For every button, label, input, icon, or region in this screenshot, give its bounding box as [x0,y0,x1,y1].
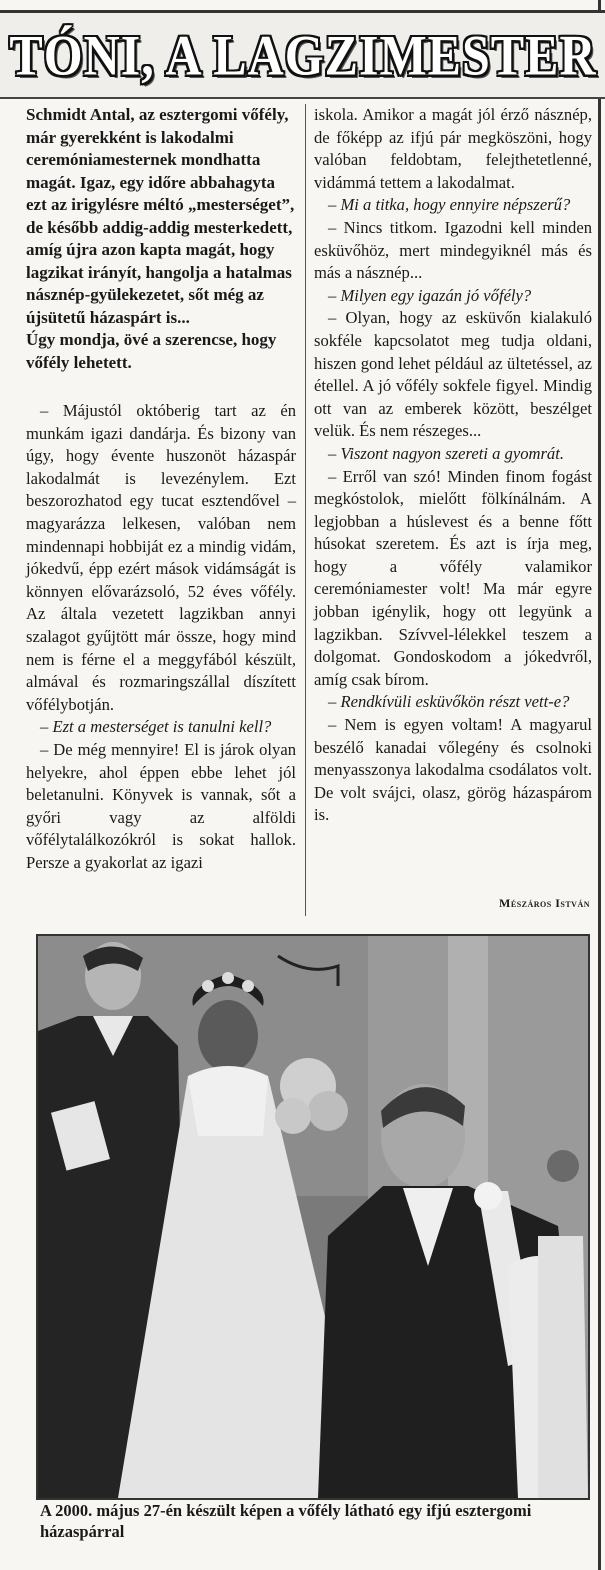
body-paragraph: – Nincs titkom. Igazodni kell minden esküvőhöz, mert mindegyiknél más és más a násznép... [314,217,592,283]
interview-question: – Rendkívüli esküvőkön részt vett-e? [328,692,570,712]
interview-question: – Viszont nagyon szereti a gyomrát. [328,443,564,463]
body-paragraph: – Erről van szó! Minden finom fogást megkóstolok, mielőtt fölkínálnám. A legjobban a húslevest és a benne főtt húsokat szeretem. És azt is írja meg, hogy a vőfély valamikor ceremóniamester volt! Ma már egyre jobban igénylik, hogy ott legyünk a lagzikban. Szívvel-lélekkel teszem a dolgomat. Gondoskodom a jókedvről, amíg csak bírom. [314,466,592,689]
left-column [26,104,296,874]
lead-paragraph: Schmidt Antal, az esztergomi vőfély, már gyerekként is lakodalmi ceremóniamesternek mondhatta magát. Igaz, egy időre abbahagyta ezt az irigylésre méltó „mesterséget”, de később addig-addig mesterkedett, amíg újra azon kapta magát, hogy lagzikat irányít, hangolja a hatalmas násznép-gyülekezetet, sőt még az újsütetű házaspárt is... [26,105,295,327]
body-paragraph: – Májustól októberig tart az én munkám igazi dandárja. És bizony van úgy, hogy évente huszonöt házaspár lakodalmát is levezénylem. Ezt beszorozhatod egy tucat esztendővel – magyarázza lelkesen, valóban nem mindennapi hobbiját ez a mindig vidám, jókedvű, épp ezért mások vidámságát is könnyen elővarázsoló, 52 éves vőfély. Az általa vezetett lagzikban annyi szalagot gyűjtött már össze, hogy mind nem is férne el a meggyfából készült, almával és rozmaringszállal díszített vőfélybotján. [26,401,296,714]
clipping-edge [598,0,601,1570]
photo-caption: A 2000. május 27-én készült képen a vőfély látható egy ifjú esztergomi házaspárral [40,1501,532,1541]
right-column [314,104,592,827]
interview-question: – Milyen egy igazán jó vőfély? [328,285,532,305]
interview-question: – Mi a titka, hogy ennyire népszerű? [328,195,571,215]
headline-band [0,10,605,99]
wedding-photo [36,934,590,1500]
interview-question: – Ezt a mesterséget is tanulni kell? [40,717,272,737]
article-title: TÓNI, A LAGZIMESTER [9,22,597,88]
article-lead [26,104,296,374]
body-paragraph: – Olyan, hogy az esküvőn kialakuló sokféle kapcsolatot meg tudja oldani, hiszen gond lehet például az ültetéssel, az étellel. A jó vőfély sokfele figyel. Mindig ott van az emberek között, beszélget velük. És nem részeges... [314,308,592,441]
author-byline: Mészáros István [499,896,590,910]
column-rule [305,104,306,916]
lead-paragraph: Úgy mondja, övé a szerencse, hogy vőfély lehetett. [26,330,277,372]
body-paragraph: – Nem is egyen voltam! A magyarul beszélő kanadai vőlegény és csolnoki menyasszonya lakodalma csodálatos volt. De volt svájci, olasz, görög házaspárom is. [314,715,592,825]
body-paragraph: iskola. Amikor a magát jól érző násznép, de főképp az ifjú pár megköszöni, hogy valóban feldobtam, felejthetetlenné, vidámmá tettem a lakodalmat. [314,105,592,192]
wedding-photo-illustration [38,936,588,1498]
body-paragraph: – De még mennyire! El is járok olyan helyekre, ahol éppen ebbe lehet jól beletanulni. Könyvek is vannak, sőt a győri vagy az alföldi vőfélytalálkozókról is sokat hallok. Persze a gyakorlat az igazi [26,739,296,872]
